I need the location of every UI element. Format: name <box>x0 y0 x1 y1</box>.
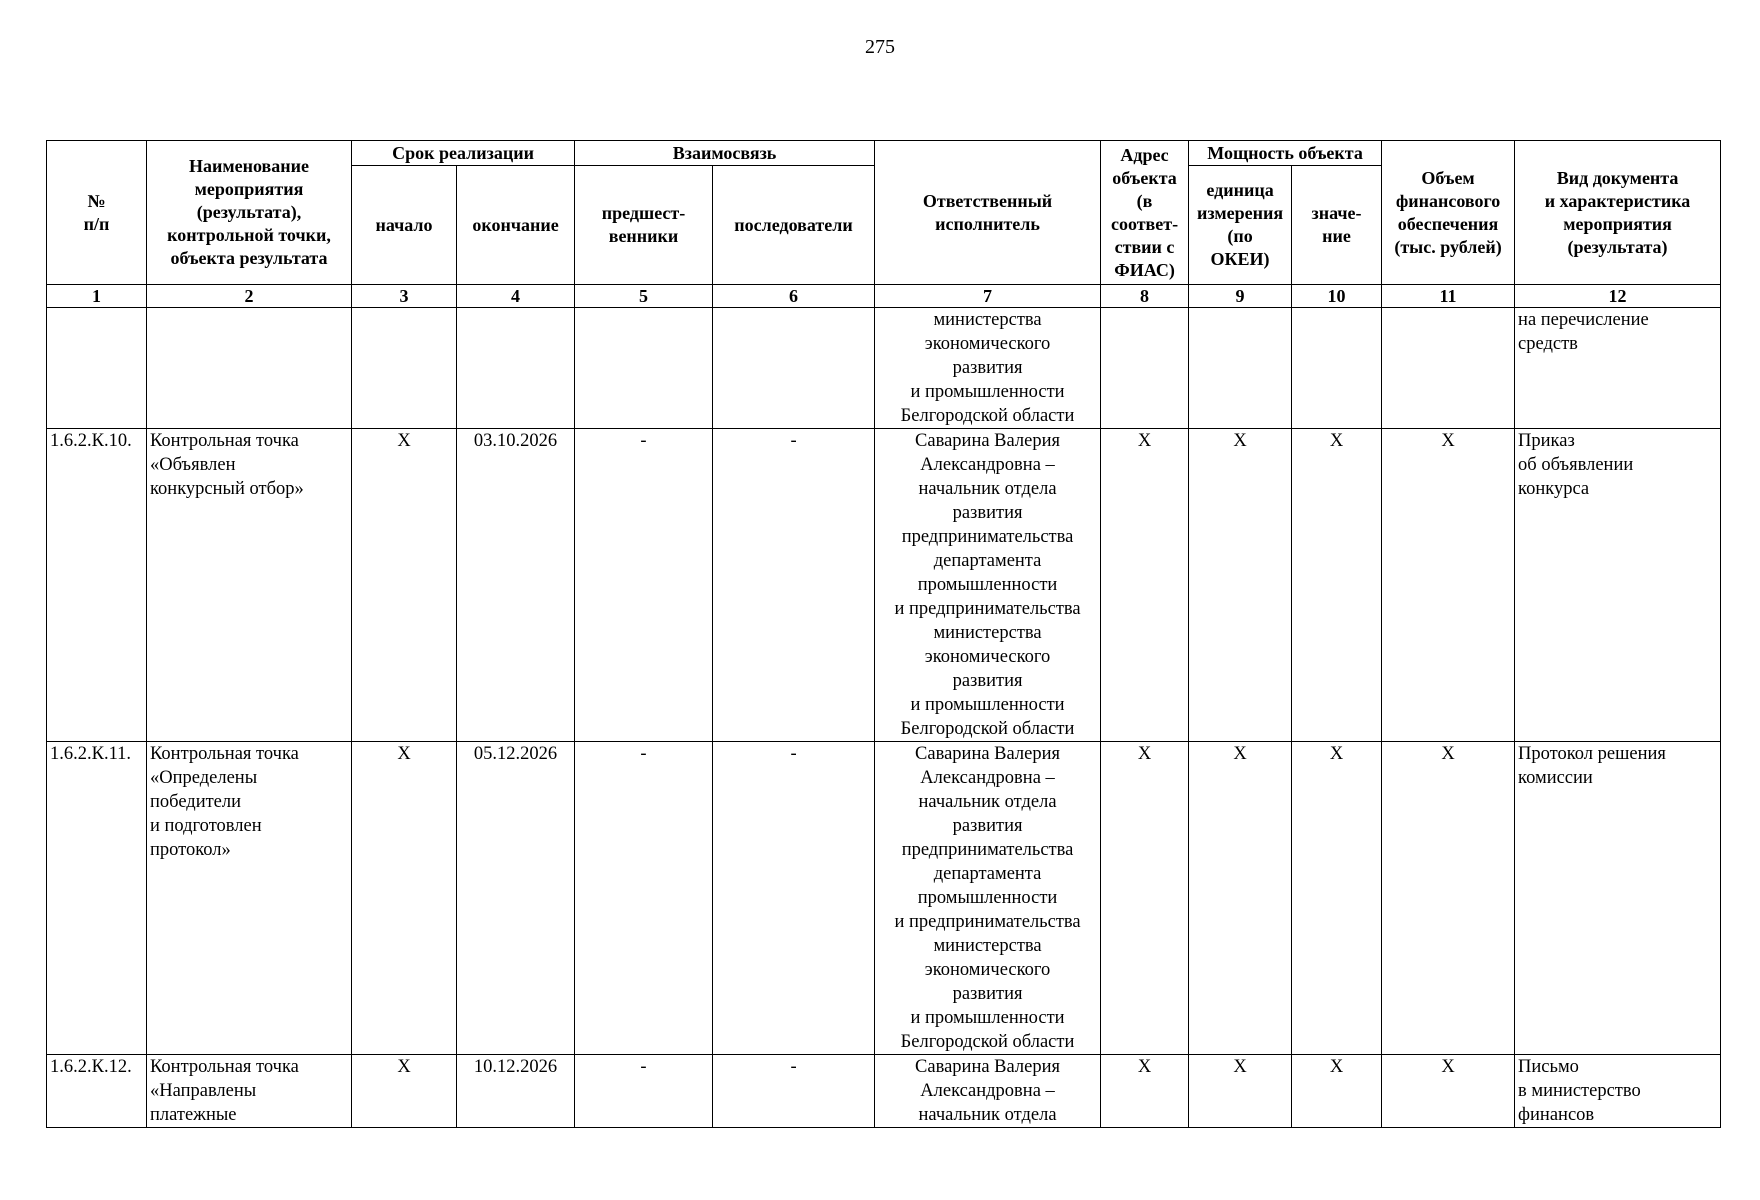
row-unit: X <box>1189 1055 1292 1128</box>
row-financing: X <box>1382 742 1515 1055</box>
column-number-row <box>47 285 1721 308</box>
column-number: 8 <box>1101 285 1189 308</box>
row-document: на перечисление средств <box>1515 308 1721 429</box>
header-capacity-value: значе- ние <box>1292 166 1382 285</box>
row-responsible: Саварина Валерия Александровна – начальник отдела <box>875 1055 1101 1128</box>
column-number: 1 <box>47 285 147 308</box>
row-start: X <box>352 1055 457 1128</box>
row-name: Контрольная точка «Направлены платежные <box>147 1055 352 1128</box>
header-no: № п/п <box>47 141 147 285</box>
column-number: 10 <box>1292 285 1382 308</box>
column-number: 2 <box>147 285 352 308</box>
header-link-succ: последователи <box>713 166 875 285</box>
header-responsible: Ответственный исполнитель <box>875 141 1101 285</box>
row-successors <box>713 308 875 429</box>
row-document: Письмо в министерство финансов <box>1515 1055 1721 1128</box>
row-value <box>1292 308 1382 429</box>
row-predecessors: - <box>575 1055 713 1128</box>
row-number: 1.6.2.К.12. <box>47 1055 147 1128</box>
header-capacity-unit: единица измерения (по ОКЕИ) <box>1189 166 1292 285</box>
row-address: X <box>1101 1055 1189 1128</box>
header-financing: Объем финансового обеспечения (тыс. рублей) <box>1382 141 1515 285</box>
row-responsible: Саварина Валерия Александровна – начальник отдела развития предпринимательства департамента промышленности и предпринимательства министерства экономического развития и промышленности Белгородской области <box>875 429 1101 742</box>
header-capacity-group: Мощность объекта <box>1189 141 1382 166</box>
column-number: 9 <box>1189 285 1292 308</box>
header-address: Адрес объекта (в соответ- ствии с ФИАС) <box>1101 141 1189 285</box>
row-name <box>147 308 352 429</box>
row-predecessors: - <box>575 742 713 1055</box>
page-number: 275 <box>865 36 895 58</box>
table-body <box>47 308 1721 1128</box>
row-name: Контрольная точка «Объявлен конкурсный отбор» <box>147 429 352 742</box>
table-row <box>47 742 1721 1055</box>
row-financing: X <box>1382 429 1515 742</box>
row-value: X <box>1292 742 1382 1055</box>
row-number <box>47 308 147 429</box>
header-term-end: окончание <box>457 166 575 285</box>
row-start: X <box>352 429 457 742</box>
row-financing: X <box>1382 1055 1515 1128</box>
header-link-group: Взаимосвязь <box>575 141 875 166</box>
header-term-group: Срок реализации <box>352 141 575 166</box>
row-end: 03.10.2026 <box>457 429 575 742</box>
header-term-start: начало <box>352 166 457 285</box>
row-successors: - <box>713 1055 875 1128</box>
row-unit: X <box>1189 429 1292 742</box>
row-responsible: министерства экономического развития и промышленности Белгородской области <box>875 308 1101 429</box>
row-unit: X <box>1189 742 1292 1055</box>
row-number: 1.6.2.К.10. <box>47 429 147 742</box>
column-number: 3 <box>352 285 457 308</box>
column-number: 11 <box>1382 285 1515 308</box>
row-unit <box>1189 308 1292 429</box>
table-row <box>47 308 1721 429</box>
row-successors: - <box>713 742 875 1055</box>
row-address: X <box>1101 742 1189 1055</box>
column-number: 6 <box>713 285 875 308</box>
row-end: 05.12.2026 <box>457 742 575 1055</box>
column-number: 7 <box>875 285 1101 308</box>
row-document: Приказ об объявлении конкурса <box>1515 429 1721 742</box>
row-predecessors <box>575 308 713 429</box>
row-value: X <box>1292 429 1382 742</box>
column-number: 5 <box>575 285 713 308</box>
row-document: Протокол решения комиссии <box>1515 742 1721 1055</box>
row-financing <box>1382 308 1515 429</box>
row-successors: - <box>713 429 875 742</box>
row-name: Контрольная точка «Определены победители и подготовлен протокол» <box>147 742 352 1055</box>
plan-table <box>46 140 1721 1128</box>
column-number: 4 <box>457 285 575 308</box>
row-responsible: Саварина Валерия Александровна – начальник отдела развития предпринимательства департамента промышленности и предпринимательства министерства экономического развития и промышленности Белгородской области <box>875 742 1101 1055</box>
row-address <box>1101 308 1189 429</box>
table-header <box>47 141 1721 308</box>
row-start: X <box>352 742 457 1055</box>
row-predecessors: - <box>575 429 713 742</box>
column-number: 12 <box>1515 285 1721 308</box>
table-row <box>47 429 1721 742</box>
row-end: 10.12.2026 <box>457 1055 575 1128</box>
row-value: X <box>1292 1055 1382 1128</box>
row-start <box>352 308 457 429</box>
table-row <box>47 1055 1721 1128</box>
row-number: 1.6.2.К.11. <box>47 742 147 1055</box>
header-doc: Вид документа и характеристика мероприятия (результата) <box>1515 141 1721 285</box>
header-link-pred: предшест- венники <box>575 166 713 285</box>
header-name: Наименование мероприятия (результата), контрольной точки, объекта результата <box>147 141 352 285</box>
row-end <box>457 308 575 429</box>
row-address: X <box>1101 429 1189 742</box>
